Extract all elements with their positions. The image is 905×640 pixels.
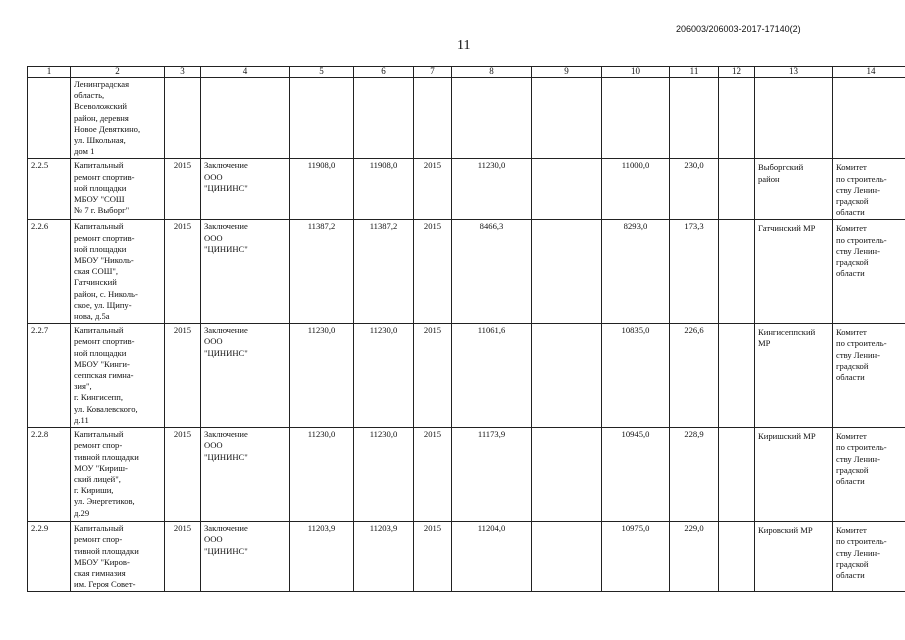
row-number: 2.2.9	[28, 522, 71, 592]
row-number: 2.2.5	[28, 159, 71, 220]
district-cell: Киришский МР	[755, 428, 833, 522]
column-header: 1	[28, 67, 71, 78]
basis-cell	[201, 78, 290, 159]
value-col12	[719, 159, 755, 220]
value-col9	[532, 324, 602, 428]
value-col12	[719, 324, 755, 428]
object-name: Капитальный ремонт спор- тивной площадки МОУ "Кириш- ский лицей", г. Кириши, ул. Энергетиков, д.29	[71, 428, 165, 522]
year-cell	[165, 78, 201, 159]
table-row	[28, 78, 905, 159]
value-col6: 11230,0	[354, 324, 414, 428]
value-col12	[719, 78, 755, 159]
district-cell: Кировский МР	[755, 522, 833, 592]
value-col5: 11230,0	[290, 428, 354, 522]
column-number-row	[28, 67, 905, 78]
column-header: 2	[71, 67, 165, 78]
column-header: 10	[602, 67, 670, 78]
basis-cell: Заключение ООО "ЦИНИНС"	[201, 522, 290, 592]
value-col11: 230,0	[670, 159, 719, 220]
column-header: 12	[719, 67, 755, 78]
year-col7: 2015	[414, 159, 452, 220]
document-id: 206003/206003-2017-17140(2)	[676, 24, 801, 34]
column-header: 9	[532, 67, 602, 78]
value-col9	[532, 522, 602, 592]
value-col5: 11203,9	[290, 522, 354, 592]
object-name: Капитальный ремонт спор- тивной площадки МБОУ "Киров- ская гимназия им. Героя Совет-	[71, 522, 165, 592]
organization-cell: Комитет по строитель- ству Ленин- градской области	[833, 220, 905, 324]
object-name: Капитальный ремонт спортив- ной площадки МБОУ "Николь- ская СОШ", Гатчинский район, с. Николь- ское, ул. Щипу- нова, д.5а	[71, 220, 165, 324]
organization-cell: Комитет по строитель- ству Ленин- градской области	[833, 159, 905, 220]
value-col8: 8466,3	[452, 220, 532, 324]
value-col9	[532, 220, 602, 324]
value-col9	[532, 428, 602, 522]
row-number: 2.2.8	[28, 428, 71, 522]
value-col6: 11908,0	[354, 159, 414, 220]
basis-cell: Заключение ООО "ЦИНИНС"	[201, 324, 290, 428]
column-header: 14	[833, 67, 905, 78]
table-row	[28, 522, 905, 592]
value-col10: 8293,0	[602, 220, 670, 324]
column-header: 7	[414, 67, 452, 78]
value-col9	[532, 78, 602, 159]
basis-cell: Заключение ООО "ЦИНИНС"	[201, 220, 290, 324]
value-col8: 11230,0	[452, 159, 532, 220]
value-col11: 173,3	[670, 220, 719, 324]
value-col6	[354, 78, 414, 159]
value-col11	[670, 78, 719, 159]
value-col6: 11203,9	[354, 522, 414, 592]
value-col6: 11387,2	[354, 220, 414, 324]
basis-cell: Заключение ООО "ЦИНИНС"	[201, 159, 290, 220]
district-cell: Кингисеппский МР	[755, 324, 833, 428]
table-row	[28, 428, 905, 522]
row-number: 2.2.6	[28, 220, 71, 324]
year-cell: 2015	[165, 324, 201, 428]
column-header: 5	[290, 67, 354, 78]
column-header: 4	[201, 67, 290, 78]
value-col6: 11230,0	[354, 428, 414, 522]
value-col12	[719, 220, 755, 324]
value-col5: 11230,0	[290, 324, 354, 428]
column-header: 3	[165, 67, 201, 78]
district-cell	[755, 78, 833, 159]
year-cell: 2015	[165, 220, 201, 324]
value-col10: 10945,0	[602, 428, 670, 522]
value-col10	[602, 78, 670, 159]
column-header: 8	[452, 67, 532, 78]
year-col7: 2015	[414, 324, 452, 428]
page-number: 11	[457, 38, 471, 53]
value-col8	[452, 78, 532, 159]
basis-cell: Заключение ООО "ЦИНИНС"	[201, 428, 290, 522]
year-col7	[414, 78, 452, 159]
column-header: 13	[755, 67, 833, 78]
value-col8: 11061,6	[452, 324, 532, 428]
value-col11: 229,0	[670, 522, 719, 592]
object-name: Капитальный ремонт спортив- ной площадки МБОУ "Кинги- сеппская гимна- зия", г. Кингисепп, ул. Ковалевского, д.11	[71, 324, 165, 428]
object-name: Ленинградская область, Всеволожский район, деревня Новое Девяткино, ул. Школьная, дом 1	[71, 78, 165, 159]
year-cell: 2015	[165, 428, 201, 522]
year-cell: 2015	[165, 159, 201, 220]
organization-cell	[833, 78, 905, 159]
column-header: 11	[670, 67, 719, 78]
value-col5	[290, 78, 354, 159]
value-col8: 11204,0	[452, 522, 532, 592]
table-row	[28, 324, 905, 428]
value-col11: 228,9	[670, 428, 719, 522]
value-col8: 11173,9	[452, 428, 532, 522]
year-col7: 2015	[414, 522, 452, 592]
value-col5: 11387,2	[290, 220, 354, 324]
value-col9	[532, 159, 602, 220]
district-cell: Выборгский район	[755, 159, 833, 220]
table-row	[28, 220, 905, 324]
column-header: 6	[354, 67, 414, 78]
value-col10: 11000,0	[602, 159, 670, 220]
row-number	[28, 78, 71, 159]
year-col7: 2015	[414, 220, 452, 324]
table-row	[28, 159, 905, 220]
value-col12	[719, 522, 755, 592]
value-col12	[719, 428, 755, 522]
data-table	[27, 66, 905, 592]
district-cell: Гатчинский МР	[755, 220, 833, 324]
organization-cell: Комитет по строитель- ству Ленин- градской области	[833, 522, 905, 592]
row-number: 2.2.7	[28, 324, 71, 428]
object-name: Капитальный ремонт спортив- ной площадки МБОУ "СОШ № 7 г. Выборг"	[71, 159, 165, 220]
year-col7: 2015	[414, 428, 452, 522]
value-col5: 11908,0	[290, 159, 354, 220]
value-col10: 10975,0	[602, 522, 670, 592]
organization-cell: Комитет по строитель- ству Ленин- градской области	[833, 324, 905, 428]
year-cell: 2015	[165, 522, 201, 592]
value-col10: 10835,0	[602, 324, 670, 428]
organization-cell: Комитет по строитель- ству Ленин- градской области	[833, 428, 905, 522]
value-col11: 226,6	[670, 324, 719, 428]
